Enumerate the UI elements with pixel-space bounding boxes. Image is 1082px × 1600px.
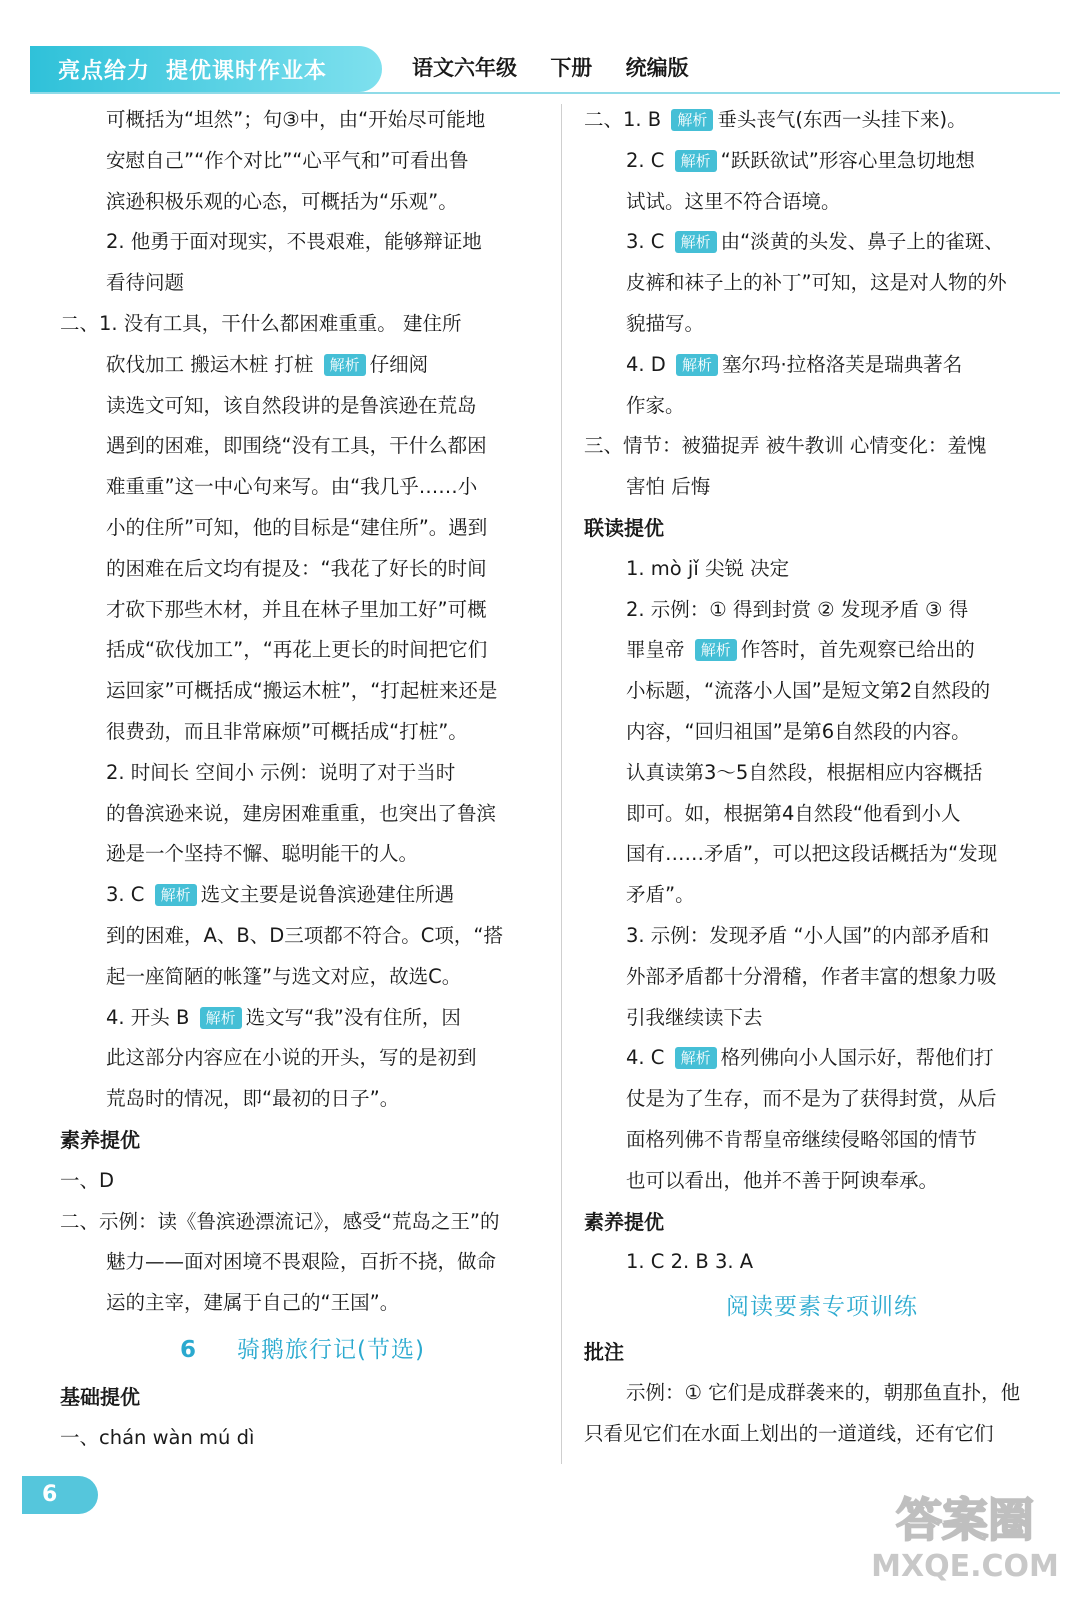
answer-line: 安慰自己”“作个对比”“心平气和”可看出鲁 (106, 148, 469, 172)
answer-text: 二、1. B (584, 108, 662, 131)
answer-text: 4. 开头 B (106, 1005, 190, 1029)
answer-line (584, 1038, 1060, 1079)
analysis-tag: 解析 (675, 231, 717, 253)
watermark-text-bottom: MXQE.COM (871, 1549, 1059, 1584)
answer-line: 二、1. 没有工具，干什么都困难重重。 建住所 (60, 311, 462, 335)
answer-line: 难重重”这一中心句来写。由“我几乎……小 (106, 475, 478, 499)
answer-line: 到的困难，A、B、D三项都不符合。C项，“搭 (106, 923, 503, 947)
answer-line: 作家。 (626, 393, 685, 417)
answer-line: 读选文可知，该自然段讲的是鲁滨逊在荒岛 (106, 393, 477, 417)
answer-line: 的鲁滨逊来说，建房困难重重，也突出了鲁滨 (106, 801, 497, 825)
brand-name: 亮点给力 (58, 58, 151, 84)
section-heading: 基础提优 (60, 1384, 140, 1409)
answer-text: 罪皇帝 (626, 638, 685, 662)
analysis-tag: 解析 (675, 1047, 717, 1069)
analysis-tag: 解析 (200, 1007, 242, 1029)
analysis-tag: 解析 (155, 884, 197, 906)
answer-line: 2. 时间长 空间小 示例：说明了对于当时 (106, 760, 456, 784)
analysis-tag: 解析 (324, 354, 366, 376)
answer-line: 看待问题 (106, 271, 185, 295)
answer-line: 皮裤和袜子上的补丁”可知，这是对人物的外 (626, 271, 1007, 295)
answer-line (584, 630, 1060, 671)
answer-line: 小的住所”可知，他的目标是“建住所”。遇到 (106, 515, 488, 539)
answer-line: 魅力——面对困境不畏艰险，百折不挠，做命 (106, 1250, 497, 1274)
volume-label: 下册 (550, 56, 593, 80)
answer-line: 即可。如，根据第4自然段“他看到小人 (626, 801, 961, 825)
answer-text: 3. C (626, 230, 665, 254)
answer-line: 小标题，“流落小人国”是短文第2自然段的 (626, 679, 991, 703)
answer-text: 仔细阅 (369, 352, 429, 376)
header-info (412, 52, 715, 82)
answer-line: 可概括为“坦然”；句③中，由“开始尽可能地 (106, 108, 486, 131)
answer-text: 格列佛向小人国示好，帮他们打 (720, 1046, 994, 1070)
answer-line: 此这部分内容应在小说的开头，写的是初到 (106, 1046, 477, 1070)
answer-line: 内容，“回归祖国”是第6自然段的内容。 (626, 719, 971, 743)
unit-number: 6 (180, 1336, 198, 1363)
answer-line: 三、情节：被猫捉弄 被牛教训 心情变化：羞愧 (584, 434, 987, 458)
answer-line: 示例：① 它们是成群袭来的，朝那鱼直扑，他 (626, 1380, 1021, 1404)
column-divider (561, 104, 562, 1464)
answer-line: 只看见它们在水面上划出的一道道线，还有它们 (584, 1421, 994, 1445)
watermark-text-top: 答案圈 (896, 1493, 1034, 1547)
answer-line (584, 222, 1060, 263)
answer-line: 矛盾”。 (626, 883, 695, 907)
answer-line: 引我继续读下去 (626, 1005, 763, 1029)
analysis-tag: 解析 (675, 150, 717, 172)
answer-line (584, 345, 1060, 386)
subject-label: 语文六年级 (412, 56, 517, 80)
answer-line: 荒岛时的情况，即“最初的日子”。 (106, 1087, 400, 1111)
unit-title (60, 1330, 545, 1371)
answer-line: 滨逊积极乐观的心态，可概括为“乐观”。 (106, 189, 458, 213)
answer-line: 2. 他勇于面对现实，不畏艰难，能够辩证地 (106, 230, 482, 254)
analysis-tag: 解析 (671, 109, 713, 131)
answer-line: 括成“砍伐加工”，“再花上更长的时间把它们 (106, 638, 488, 662)
section-heading: 素养提优 (60, 1127, 140, 1152)
answer-line: 起一座简陋的帐篷”与选文对应，故选C。 (106, 964, 462, 988)
answer-line: 遇到的困难，即围绕“没有工具，干什么都困 (106, 434, 487, 458)
answer-text: 砍伐加工 搬运木桩 打桩 (106, 352, 314, 376)
left-column (60, 100, 545, 1458)
answer-line: 国有……矛盾”，可以把这段话概括为“发现 (626, 842, 998, 866)
answer-line: 很费劲，而且非常麻烦”可概括成“打桩”。 (106, 719, 468, 743)
special-training-title: 阅读要素专项训练 (726, 1294, 918, 1321)
answer-line: 运回家”可概括成“搬运木桩”，“打起桩来还是 (106, 679, 498, 703)
answer-text: 选文写“我”没有住所，因 (245, 1005, 461, 1029)
answer-line: 认真读第3～5自然段，根据相应内容概括 (626, 760, 983, 784)
analysis-tag: 解析 (676, 354, 718, 376)
watermark-logo (870, 1478, 1060, 1588)
edition-label: 统编版 (625, 56, 689, 80)
header-divider (30, 92, 1060, 94)
answer-line (584, 141, 1060, 182)
answer-line (60, 998, 545, 1039)
answer-line (584, 100, 1060, 141)
answer-line: 也可以看出，他并不善于阿谀奉承。 (626, 1168, 939, 1192)
answer-line: 害怕 后悔 (626, 475, 711, 499)
analysis-tag: 解析 (695, 639, 737, 661)
answer-text: 2. C (626, 148, 665, 172)
answer-line (60, 345, 545, 386)
answer-text: 垂头丧气(东西一头挂下来)。 (717, 108, 967, 131)
answer-line: 的困难在后文均有提及：“我花了好长的时间 (106, 556, 487, 580)
answer-line: 外部矛盾都十分滑稽，作者丰富的想象力吸 (626, 964, 997, 988)
right-column (584, 100, 1060, 1454)
section-heading: 素养提优 (584, 1209, 664, 1234)
answer-line: 仗是为了生存，而不是为了获得封赏，从后 (626, 1087, 997, 1111)
answer-line: 才砍下那些木材，并且在林子里加工好”可概 (106, 597, 487, 621)
answer-line: 一、D (60, 1168, 115, 1192)
answer-line (60, 875, 545, 916)
answer-text: “跃跃欲试”形容心里急切地想 (720, 148, 975, 172)
answer-line: 3. 示例：发现矛盾 “小人国”的内部矛盾和 (626, 923, 990, 947)
answer-line: 1. mò jǐ 尖锐 决定 (626, 556, 790, 580)
answer-text: 由“淡黄的头发、鼻子上的雀斑、 (720, 230, 1004, 254)
answer-line: 逊是一个坚持不懈、聪明能干的人。 (106, 842, 419, 866)
answer-line: 2. 示例：① 得到封赏 ② 发现矛盾 ③ 得 (626, 597, 969, 621)
answer-text: 选文主要是说鲁滨逊建住所遇 (200, 883, 455, 907)
answer-line: 面格列佛不肯帮皇帝继续侵略邻国的情节 (626, 1127, 978, 1151)
answer-text: 塞尔玛·拉格洛芙是瑞典著名 (722, 352, 963, 376)
section-heading: 批注 (584, 1339, 624, 1364)
answer-text: 3. C (106, 883, 145, 907)
answer-text: 4. C (626, 1046, 665, 1070)
section-heading: 联读提优 (584, 515, 664, 540)
brand-series: 提优课时作业本 (166, 58, 328, 84)
answer-line: 一、chán wàn mú dì (60, 1425, 255, 1449)
unit-name: 骑鹅旅行记(节选) (237, 1336, 425, 1363)
page-number: 6 (22, 1476, 98, 1514)
answer-line: 运的主宰，建属于自己的“王国”。 (106, 1291, 400, 1315)
answer-line: 二、示例：读《鲁滨逊漂流记》，感受“荒岛之王”的 (60, 1209, 500, 1233)
answer-line: 1. C 2. B 3. A (626, 1250, 754, 1274)
answer-text: 作答时，首先观察已给出的 (740, 638, 975, 662)
answer-line: 貌描写。 (626, 311, 705, 335)
header-banner (30, 46, 382, 92)
answer-text: 4. D (626, 352, 666, 376)
answer-line: 试试。这里不符合语境。 (626, 189, 841, 213)
